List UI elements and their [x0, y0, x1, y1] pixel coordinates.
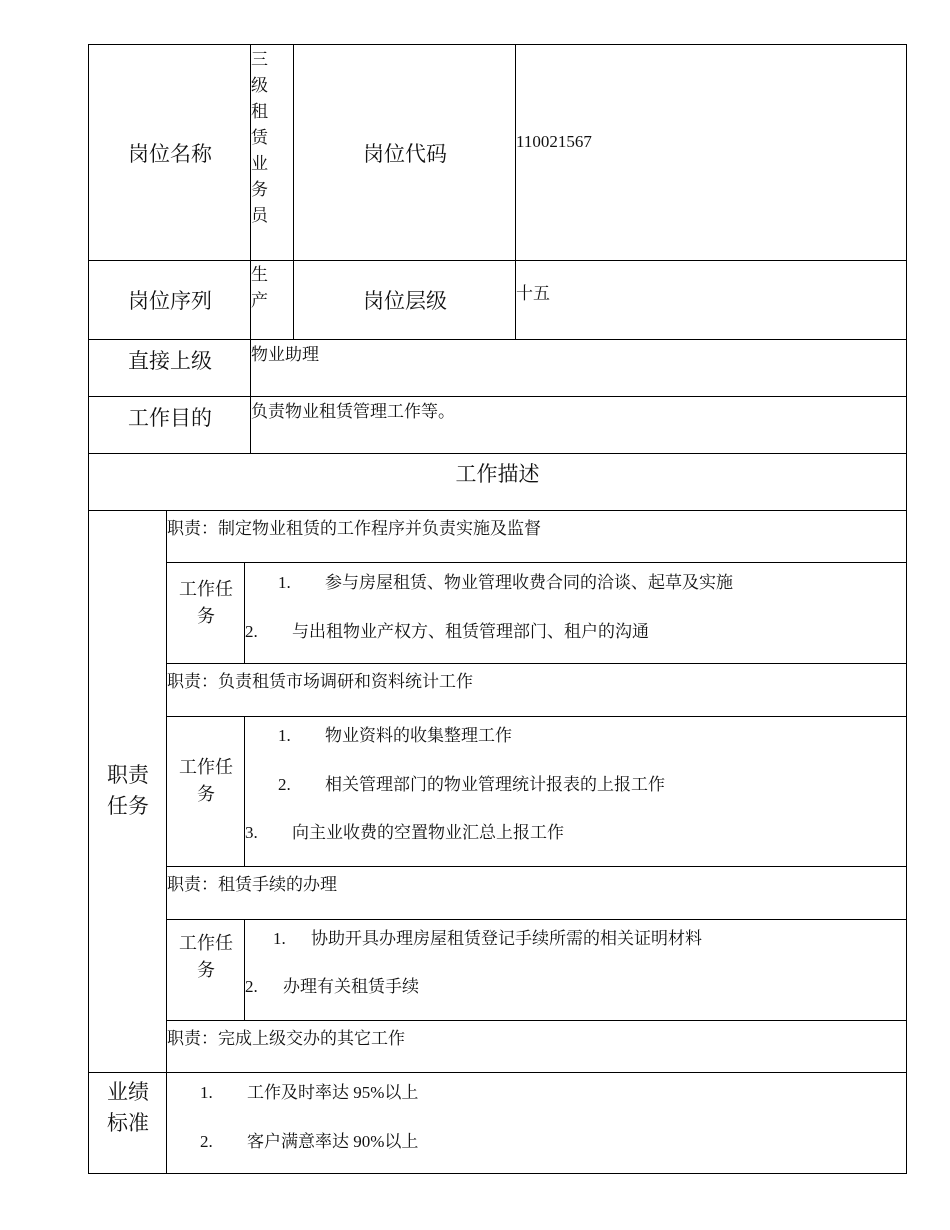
superior-value-cell: [250, 339, 907, 397]
performance-item: 1. 工作及时率达 95%以上: [200, 1083, 419, 1102]
sequence-value: 生产: [251, 265, 268, 310]
task-item: 1. 协助开具办理房屋租赁登记手续所需的相关证明材料: [273, 929, 702, 948]
task-list: [244, 562, 907, 664]
description-title-cell: [88, 453, 907, 511]
position-name-label: 岗位名称: [128, 141, 212, 166]
duty-title: 职责：完成上级交办的其它工作: [167, 1029, 405, 1048]
performance-list: [166, 1072, 907, 1174]
duty-title-cell: [166, 663, 907, 717]
duty-title: 职责：负责租赁市场调研和资料统计工作: [167, 672, 473, 691]
duties-label-cell: [88, 510, 167, 1073]
level-value: 十五: [516, 284, 550, 303]
position-code-label: 岗位代码: [363, 141, 447, 166]
performance-label-cell: [88, 1072, 167, 1174]
superior-label-cell: [88, 339, 251, 397]
task-label: 工作任务: [179, 757, 233, 804]
superior-value: 物业助理: [251, 345, 319, 364]
performance-item: 2. 客户满意率达 90%以上: [200, 1132, 419, 1151]
task-label: 工作任务: [179, 579, 233, 626]
position-name-label-cell: [88, 44, 251, 261]
task-item: 2. 相关管理部门的物业管理统计报表的上报工作: [278, 775, 665, 794]
level-label-cell: [293, 260, 516, 340]
task-item: 2. 与出租物业产权方、租赁管理部门、租户的沟通: [245, 622, 649, 641]
task-list: [244, 716, 907, 867]
level-value-cell: [515, 260, 907, 340]
task-label: 工作任务: [179, 933, 233, 980]
duty-title-cell: [166, 1020, 907, 1073]
superior-label: 直接上级: [128, 349, 212, 373]
position-code-label-cell: [293, 44, 516, 261]
purpose-label-cell: [88, 396, 251, 454]
task-label-cell: [166, 919, 245, 1021]
purpose-label: 工作目的: [128, 406, 212, 430]
position-name-value: 三级租赁业务员: [251, 50, 268, 225]
duty-title: 职责：制定物业租赁的工作程序并负责实施及监督: [167, 519, 541, 538]
duty-title: 职责：租赁手续的办理: [167, 875, 337, 894]
sequence-value-cell: [250, 260, 294, 340]
task-item: 1. 物业资料的收集整理工作: [278, 726, 512, 745]
task-item: 2. 办理有关租赁手续: [245, 977, 419, 996]
task-item: 3. 向主业收费的空置物业汇总上报工作: [245, 823, 564, 842]
duties-label: 职责任务: [107, 763, 149, 818]
duty-title-cell: [166, 510, 907, 563]
purpose-value-cell: [250, 396, 907, 454]
performance-label: 业绩标准: [107, 1080, 149, 1135]
duty-title-cell: [166, 866, 907, 920]
position-name-value-cell: [250, 44, 294, 261]
task-list: [244, 919, 907, 1021]
sequence-label: 岗位序列: [128, 288, 212, 313]
description-title: 工作描述: [455, 462, 540, 486]
task-label-cell: [166, 716, 245, 867]
position-code-value-cell: [515, 44, 907, 261]
position-code-value: 110021567: [516, 132, 592, 151]
purpose-value: 负责物业租赁管理工作等。: [251, 402, 455, 421]
task-label-cell: [166, 562, 245, 664]
task-item: 1. 参与房屋租赁、物业管理收费合同的洽谈、起草及实施: [278, 573, 733, 592]
sequence-label-cell: [88, 260, 251, 340]
level-label: 岗位层级: [363, 288, 447, 313]
